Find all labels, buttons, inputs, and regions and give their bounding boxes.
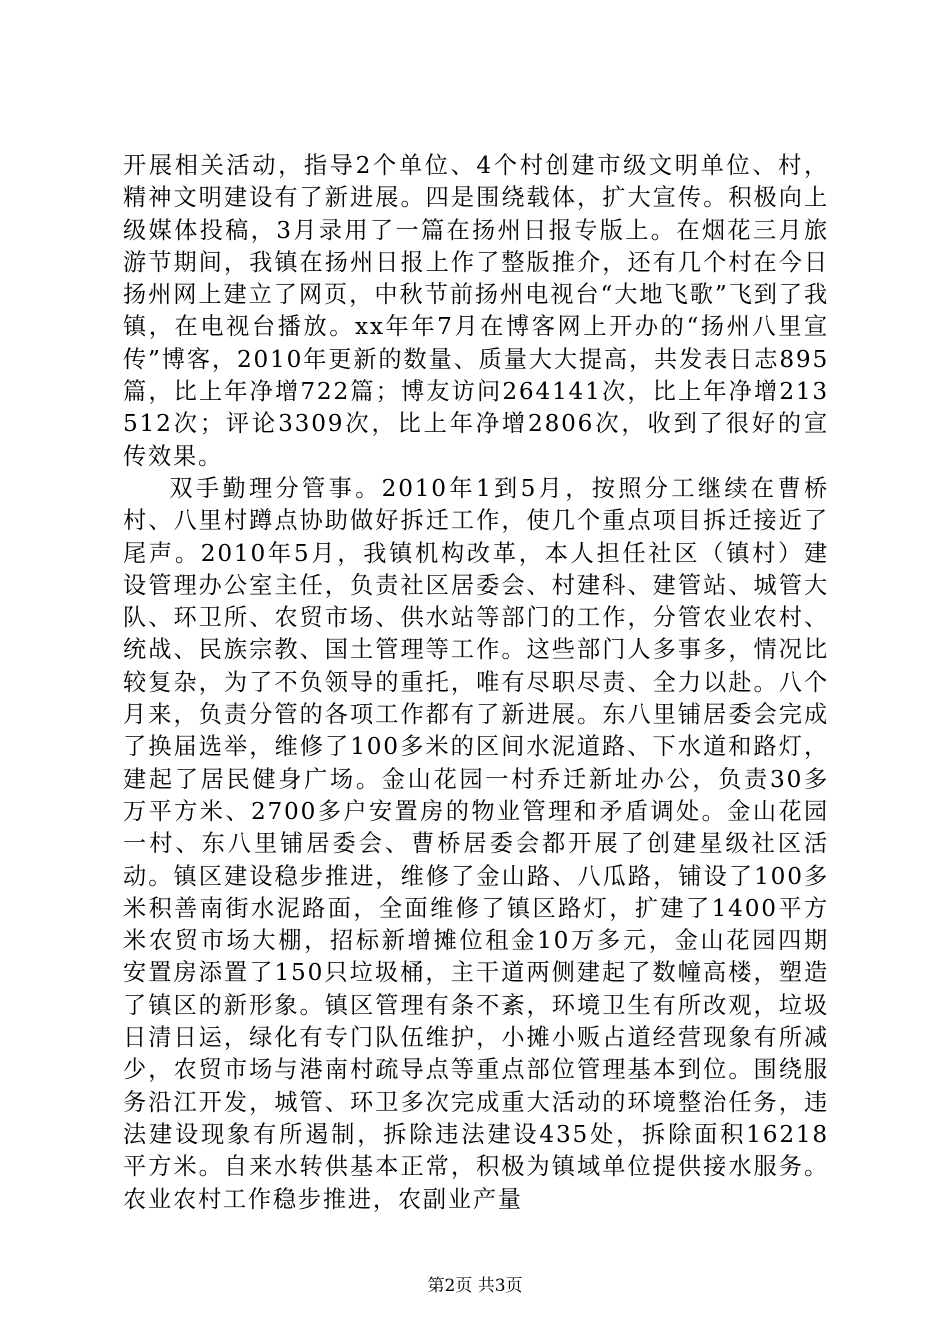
- paragraph-continued: 开展相关活动，指导2个单位、4个村创建市级文明单位、村，精神文明建设有了新进展。四是围绕载体，扩大宣传。积极向上级媒体投稿，3月录用了一篇在扬州日报专版上。在烟花三月旅游节期间，我镇在扬州日报上作了整版推介，还有几个村在今日扬州网上建立了网页，中秋节前扬州电视台“大地飞歌”飞到了我镇，在电视台播放。xx年年7月在博客网上开办的“扬州八里宣传”博客，2010年更新的数量、质量大大提高，共发表日志895篇，比上年净增722篇；博友访问264141次，比上年净增213512次；评论3309次，比上年净增2806次，收到了很好的宣传效果。: [123, 152, 829, 470]
- paragraph-shuangshou: 双手勤理分管事。2010年1到5月，按照分工继续在曹桥村、八里村蹲点协助做好拆迁工作，使几个重点项目拆迁接近了尾声。2010年5月，我镇机构改革，本人担任社区（镇村）建设管理办公室主任，负责社区居委会、村建科、建管站、城管大队、环卫所、农贸市场、供水站等部门的工作，分管农业农村、统战、民族宗教、国土管理等工作。这些部门人多事多，情况比较复杂，为了不负领导的重托，唯有尽职尽责、全力以赴。八个月来，负责分管的各项工作都有了新进展。东八里铺居委会完成了换届选举，维修了100多米的区间水泥道路、下水道和路灯，建起了居民健身广场。金山花园一村乔迁新址办公，负责30多万平方米、2700多户安置房的物业管理和矛盾调处。金山花园一村、东八里铺居委会、曹桥居委会都开展了创建星级社区活动。镇区建设稳步推进，维修了金山路、八瓜路，铺设了100多米积善南街水泥路面，全面维修了镇区路灯，扩建了1400平方米农贸市场大棚，招标新增摊位租金10万多元，金山花园四期安置房添置了150只垃圾桶，主干道两侧建起了数幢高楼，塑造了镇区的新形象。镇区管理有条不紊，环境卫生有所改观，垃圾日清日运，绿化有专门队伍维护，小摊小贩占道经营现象有所减少，农贸市场与港南村疏导点等重点部位管理基本到位。围绕服务沿江开发，城管、环卫多次完成重大活动的环境整治任务，违法建设现象有所遏制，拆除违法建设435处，拆除面积16218平方米。自来水转供基本正常，积极为镇域单位提供接水服务。农业农村工作稳步推进，农副业产量: [123, 474, 829, 1213]
- document-body: [123, 150, 829, 1216]
- page-footer: 第2页 共3页: [427, 1276, 523, 1296]
